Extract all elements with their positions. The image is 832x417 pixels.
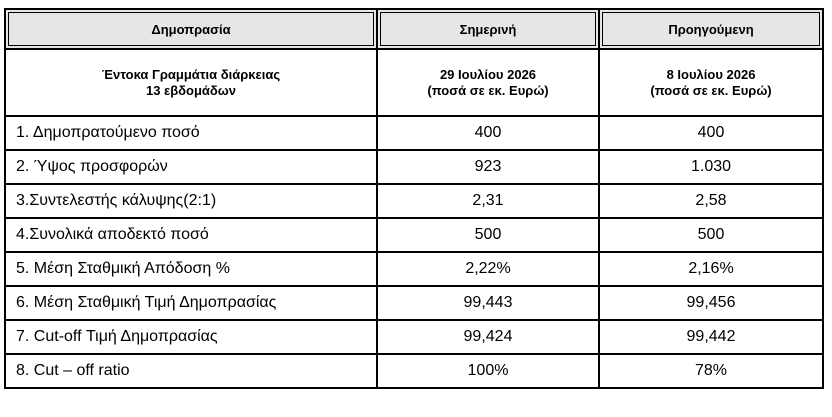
row-current-value: 100%: [377, 354, 599, 388]
row-label: 2. Ύψος προσφορών: [5, 150, 377, 184]
row-current-value: 99,443: [377, 286, 599, 320]
table-row: [5, 150, 823, 184]
subheader-current-date: [377, 49, 599, 116]
header-previous-label: Προηγούμενη: [602, 12, 820, 46]
security-name: Έντοκα Γραμμάτια διάρκειας: [101, 66, 281, 82]
row-label: 1. Δημοπρατούμενο ποσό: [5, 116, 377, 150]
row-label: 6. Μέση Σταθμική Τιμή Δημοπρασίας: [5, 286, 377, 320]
table-row: [5, 320, 823, 354]
row-previous-value: 99,456: [599, 286, 823, 320]
header-auction-label: Δημοπρασία: [8, 12, 374, 46]
table-row: [5, 252, 823, 286]
row-previous-value: 400: [599, 116, 823, 150]
row-label: 8. Cut – off ratio: [5, 354, 377, 388]
header-row: [5, 9, 823, 49]
table-row: [5, 354, 823, 388]
row-previous-value: 99,442: [599, 320, 823, 354]
table-row: [5, 286, 823, 320]
header-auction: [5, 9, 377, 49]
security-term: 13 εβδομάδων: [145, 82, 237, 98]
subheader-previous-date: [599, 49, 823, 116]
row-label: 3.Συντελεστής κάλυψης(2:1): [5, 184, 377, 218]
row-current-value: 923: [377, 150, 599, 184]
table-row: [5, 116, 823, 150]
row-current-value: 2,31: [377, 184, 599, 218]
header-current: [377, 9, 599, 49]
row-label: 7. Cut-off Τιμή Δημοπρασίας: [5, 320, 377, 354]
current-date: 29 Ιουλίου 2026: [439, 66, 537, 82]
row-label: 4.Συνολικά αποδεκτό ποσό: [5, 218, 377, 252]
current-units: (ποσά σε εκ. Ευρώ): [427, 82, 549, 98]
row-current-value: 400: [377, 116, 599, 150]
row-previous-value: 1.030: [599, 150, 823, 184]
row-previous-value: 78%: [599, 354, 823, 388]
row-current-value: 99,424: [377, 320, 599, 354]
subheader-row: [5, 49, 823, 116]
row-current-value: 500: [377, 218, 599, 252]
row-current-value: 2,22%: [377, 252, 599, 286]
previous-units: (ποσά σε εκ. Ευρώ): [650, 82, 772, 98]
auction-results-table: [4, 8, 824, 389]
previous-date: 8 Ιουλίου 2026: [666, 66, 756, 82]
row-previous-value: 2,58: [599, 184, 823, 218]
row-previous-value: 500: [599, 218, 823, 252]
row-label: 5. Μέση Σταθμική Απόδοση %: [5, 252, 377, 286]
table-row: [5, 184, 823, 218]
header-current-label: Σημερινή: [380, 12, 596, 46]
subheader-security: [5, 49, 377, 116]
header-previous: [599, 9, 823, 49]
table-row: [5, 218, 823, 252]
row-previous-value: 2,16%: [599, 252, 823, 286]
